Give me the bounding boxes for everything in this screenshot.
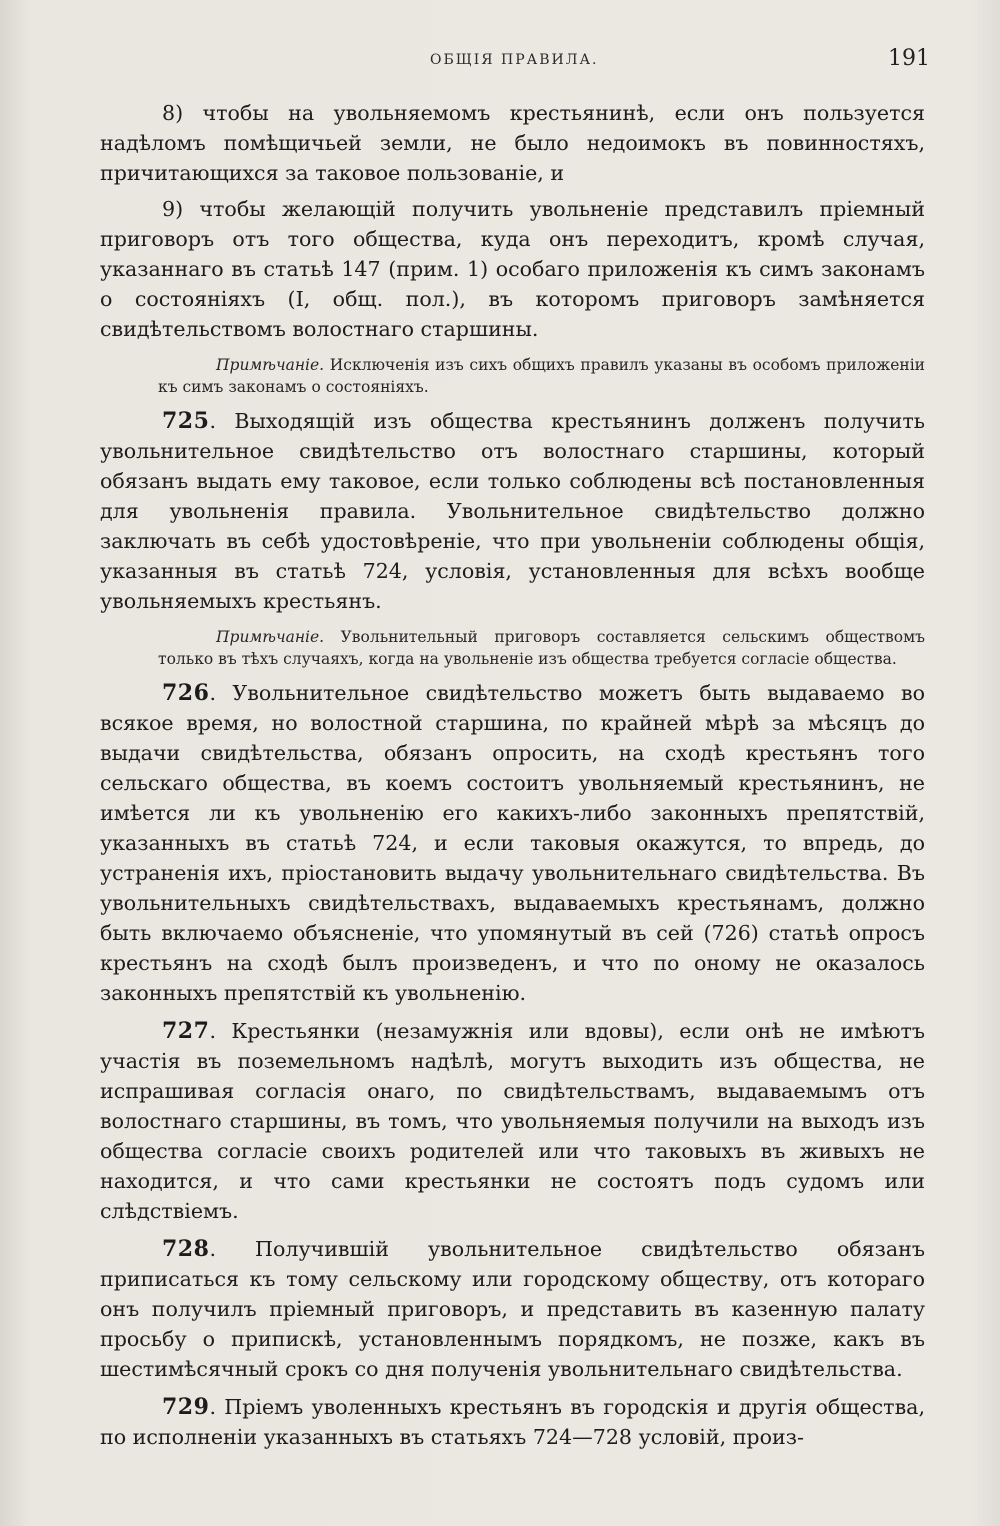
note-2-label: Примѣчаніе. [216,628,325,646]
page-header [100,46,930,82]
article-729 [100,1392,925,1452]
article-728-text: . Получившій увольнительное свидѣтельство обязанъ приписаться къ тому сельскому или городскому обществу, отъ котораго онъ получилъ пріемный приговоръ, и представить въ казенную палату просьбу о припискѣ, установленнымъ порядкомъ, не позже, какъ въ шестимѣсячный срокъ со дня полученія увольнительнаго свидѣтельства. [100,1237,925,1381]
article-725-number: 725 [162,408,210,434]
article-727-number: 727 [162,1018,210,1044]
article-727-text: . Крестьянки (незамужнія или вдовы), если онѣ не имѣютъ участія въ поземельномъ надѣлѣ, могутъ выходить изъ общества, не испрашивая согласія онаго, по свидѣтельствамъ, выдаваемымъ отъ волостнаго старшины, въ томъ, что увольняемыя получили на выходъ изъ общества согласіе своихъ родителей или что таковыхъ въ живыхъ не находится, и что сами крестьянки не состоятъ подъ судомъ или слѣдствіемъ. [100,1019,925,1223]
page-body [100,98,925,1452]
running-head: ОБЩІЯ ПРАВИЛА. [430,52,599,68]
article-726-text: . Увольнительное свидѣтельство можетъ быть выдаваемо во всякое время, но волостной старшина, по крайней мѣрѣ за мѣсяцъ до выдачи свидѣтельства, обязанъ опросить, на сходѣ крестьянъ того сельскаго общества, въ коемъ состоитъ увольняемый крестьянинъ, не имѣется ли къ увольненію его какихъ-либо законныхъ препятствій, указанныхъ въ статьѣ 724, и если таковыя окажутся, то впредь, до устраненія ихъ, пріостановить выдачу увольнительнаго свидѣтельства. Въ увольнительныхъ свидѣтельствахъ, выдаваемыхъ крестьянамъ, должно быть включаемо объясненіе, что упомянутый въ сей (726) статьѣ опросъ крестьянъ на сходѣ былъ произведенъ, и что по оному не оказалось законныхъ препятствій къ увольненію. [100,681,925,1005]
note-1 [100,354,925,398]
clause-8: 8) чтобы на увольняемомъ крестьянинѣ, если онъ пользуется надѣломъ помѣщичьей земли, не было недоимокъ въ повинностяхъ, причитающихся за таковое пользованіе, и [100,101,925,185]
note-1-text: Исключенія изъ сихъ общихъ правилъ указаны въ особомъ приложеніи къ симъ законамъ о состояніяхъ. [158,356,925,396]
clause-9: 9) чтобы желающій получить увольненіе представилъ пріемный приговоръ отъ того общества, куда онъ переходитъ, кромѣ случая, указаннаго въ статьѣ 147 (прим. 1) особаго приложенія къ симъ законамъ о состояніяхъ (I, общ. пол.), въ которомъ приговоръ замѣняется свидѣтельствомъ волостнаго старшины. [100,197,925,341]
note-2-text: Увольнительный приговоръ составляется сельскимъ обществомъ только въ тѣхъ случаяхъ, когда на увольненіе изъ общества требуется согласіе общества. [158,628,925,668]
article-727 [100,1016,925,1226]
article-726 [100,678,925,1008]
article-725-text: . Выходящій изъ общества крестьянинъ долженъ получить увольнительное свидѣтельство отъ волостнаго старшины, который обязанъ выдать ему таковое, если только соблюдены всѣ постановленныя для увольненія правила. Увольнительное свидѣтельство должно заключать въ себѣ удостовѣреніе, что при увольненіи соблюдены общія, указанныя въ статьѣ 724, условія, установленныя для всѣхъ вообще увольняемыхъ крестьянъ. [100,409,925,613]
article-729-text: . Пріемъ уволенныхъ крестьянъ въ городскія и другія общества, по исполненіи указанныхъ въ статьяхъ 724—728 условій, произ- [100,1395,925,1449]
note-2 [100,626,925,670]
page-number: 191 [888,46,930,71]
article-728 [100,1234,925,1384]
note-1-label: Примѣчаніе. [216,356,325,374]
article-728-number: 728 [162,1236,210,1262]
article-725 [100,406,925,616]
article-726-number: 726 [162,680,210,706]
article-729-number: 729 [162,1394,210,1420]
